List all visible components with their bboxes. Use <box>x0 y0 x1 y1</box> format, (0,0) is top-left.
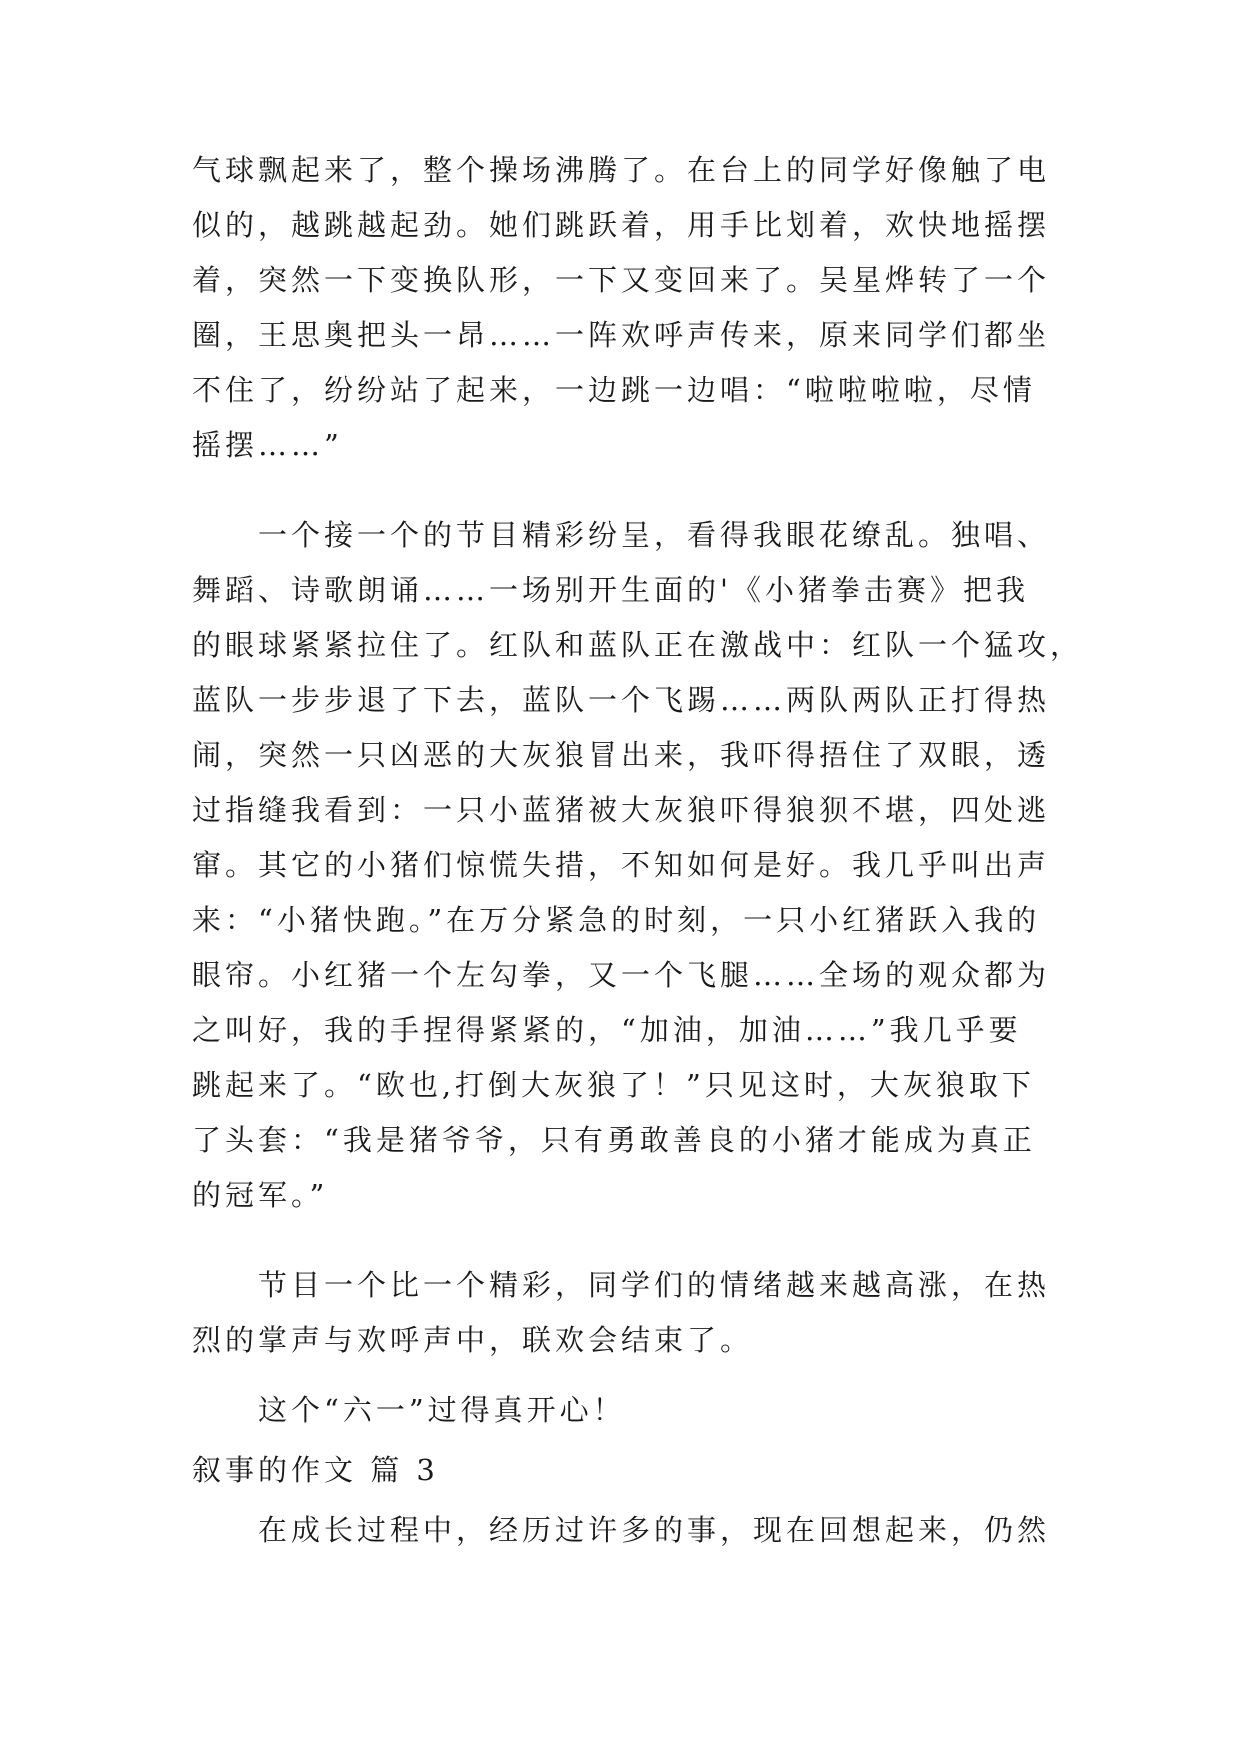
text-line: 窜。其它的小猪们惊慌失措，不知如何是好。我几乎叫出声 <box>192 848 1051 882</box>
text-line: 气球飘起来了，整个操场沸腾了。在台上的同学好像触了电 <box>192 153 1051 187</box>
text-line: 眼帘。小红猪一个左勾拳，又一个飞腿……全场的观众都为 <box>192 958 1051 992</box>
text-line: 圈，王思奥把头一昂……一阵欢呼声传来，原来同学们都坐 <box>192 318 1051 352</box>
text-line: 似的，越跳越起劲。她们跳跃着，用手比划着，欢快地摇摆 <box>192 208 1051 242</box>
text-line: 这个“六一”过得真开心！ <box>258 1393 626 1427</box>
text-line: 的冠军。” <box>192 1178 329 1212</box>
text-line: 烈的掌声与欢呼声中，联欢会结束了。 <box>192 1323 754 1357</box>
text-line: 跳起来了。“欧也,打倒大灰狼了！”只见这时，大灰狼取下 <box>192 1068 1035 1102</box>
text-line: 一个接一个的节目精彩纷呈，看得我眼花缭乱。独唱、 <box>258 518 1051 552</box>
text-line: 舞蹈、诗歌朗诵……一场别开生面的'《小猪拳击赛》把我 <box>192 573 1029 607</box>
text-line: 着，突然一下变换队形，一下又变回来了。吴星烨转了一个 <box>192 263 1051 297</box>
text-line: 蓝队一步步退了下去，蓝队一个飞踢……两队两队正打得热 <box>192 683 1051 717</box>
section-heading: 叙事的作文 篇 3 <box>192 1453 439 1487</box>
text-line: 之叫好，我的手捏得紧紧的，“加油，加油……”我几乎要 <box>192 1013 1022 1047</box>
text-line: 节目一个比一个精彩，同学们的情绪越来越高涨，在热 <box>258 1268 1051 1302</box>
text-line: 来：“小猪快跑。”在万分紧急的时刻，一只小红猪跃入我的 <box>192 903 1041 937</box>
text-line: 摇摆……” <box>192 428 343 462</box>
text-line: 在成长过程中，经历过许多的事，现在回想起来，仍然 <box>258 1513 1051 1547</box>
text-line: 不住了，纷纷站了起来，一边跳一边唱：“啦啦啦啦，尽情 <box>192 373 1036 407</box>
text-line: 了头套：“我是猪爷爷，只有勇敢善良的小猪才能成为真正 <box>192 1123 1036 1157</box>
text-line: 的眼球紧紧拉住了。红队和蓝队正在激战中：红队一个猛攻， <box>192 628 1084 662</box>
text-line: 闹，突然一只凶恶的大灰狼冒出来，我吓得捂住了双眼，透 <box>192 738 1051 772</box>
text-line: 过指缝我看到：一只小蓝猪被大灰狼吓得狼狈不堪，四处逃 <box>192 793 1051 827</box>
